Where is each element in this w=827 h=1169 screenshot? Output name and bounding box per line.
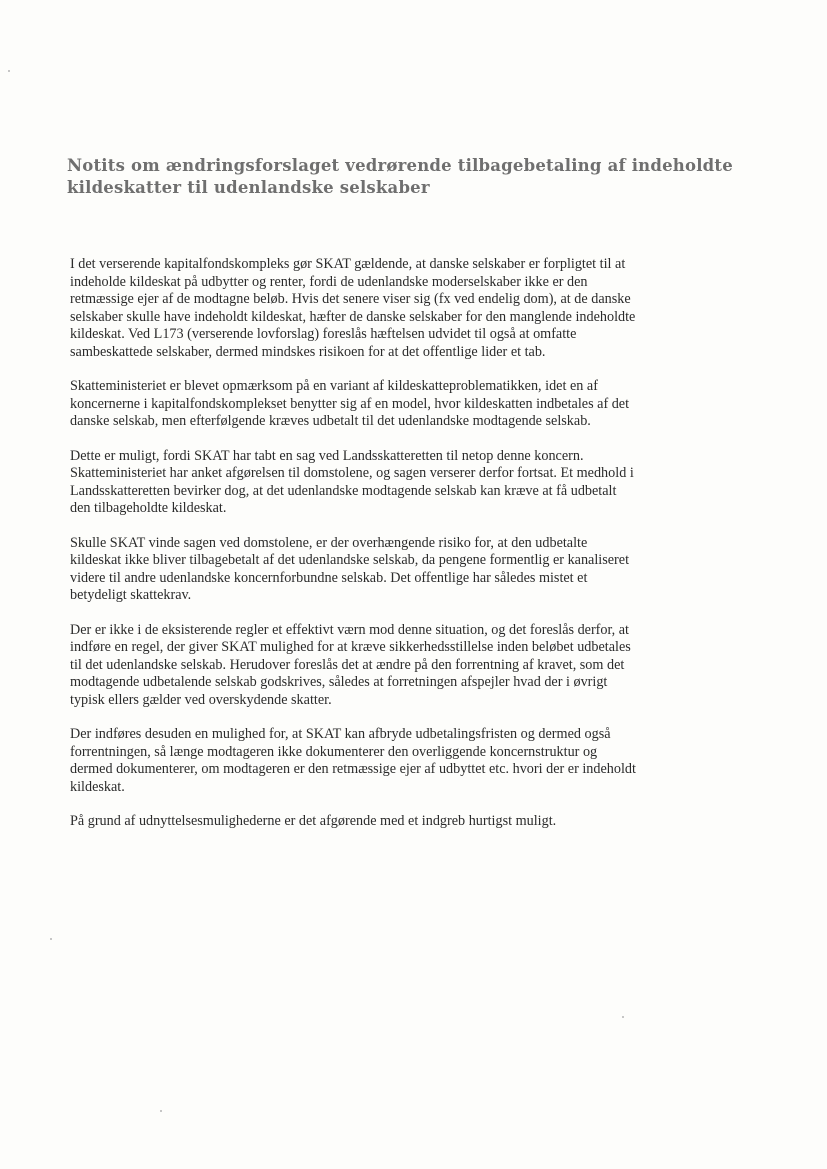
text-line: kildeskat. [70, 778, 125, 795]
text-line: indføre en regel, der giver SKAT mulighed for at kræve sikkerhedsstillelse inden beløbet udbetales [70, 639, 631, 655]
text-line: Dette er muligt, fordi SKAT har tabt en sag ved Landsskatteretten til netop denne koncern. [70, 447, 584, 464]
title-line: Notits om ændringsforslaget vedrørende tilbagebetaling af indeholdte [67, 156, 733, 175]
text-line: dermed dokumenterer, om modtageren er den retmæssige ejer af udbyttet etc. hvori der er indeholdt [70, 761, 636, 777]
scan-speck [160, 1110, 162, 1112]
text-line: Der indføres desuden en mulighed for, at SKAT kan afbryde udbetalingsfristen og dermed også [70, 726, 611, 742]
text-line: koncernerne i kapitalfondskomplekset benytter sig af en model, hvor kildeskatten indbetales af det [70, 395, 630, 412]
text-line: selskaber skulle have indeholdt kildeskat, hæfter de danske selskaber for den manglende indeholdte [70, 308, 636, 325]
text-line: Landsskatteretten bevirker dog, at det udenlandske modtagende selskab kan kræve at få udbetalt [70, 482, 617, 499]
text-line: typisk ellers gælder ved overskydende skatter. [70, 691, 332, 708]
paragraph-4 [70, 535, 770, 605]
text-line: Der er ikke i de eksisterende regler et effektivt værn mod denne situation, og det foreslås derfor, at [70, 621, 629, 638]
text-line: Skatteministeriet er blevet opmærksom på en variant af kildeskatteproblematikken, idet en af [70, 378, 598, 394]
text-line: forrentningen, så længe modtageren ikke dokumenterer den overliggende koncernstruktur og [70, 743, 598, 760]
text-line: videre til andre udenlandske koncernforbundne selskab. Det offentlige har således mistet et [70, 569, 588, 586]
text-line: Skulle SKAT vinde sagen ved domstolene, er der overhængende risiko for, at den udbetalte [70, 534, 588, 551]
text-line: til det udenlandske selskab. Herudover foreslås det at ændre på den forrentning af kravet, som det [70, 656, 625, 673]
text-line: I det verserende kapitalfondskompleks gør SKAT gældende, at danske selskaber er forpligtet til at [70, 256, 626, 272]
paragraph-6 [70, 726, 770, 796]
paragraph-2 [70, 378, 770, 431]
title-line: kildeskatter til udenlandske selskaber [67, 178, 430, 197]
text-line: betydeligt skattekrav. [70, 587, 192, 603]
document-title [67, 155, 767, 199]
text-line: Skatteministeriet har anket afgørelsen til domstolene, og sagen verserer derfor fortsat. Et medhold i [70, 465, 634, 481]
text-line: modtagende udbetalende selskab godskrives, således at forretningen afspejler hvad der i øvrigt [70, 674, 608, 690]
scan-speck [8, 70, 10, 72]
paragraph-5 [70, 622, 770, 710]
paragraph-1 [70, 256, 770, 361]
paragraph-3 [70, 448, 770, 518]
text-line: kildeskat ikke bliver tilbagebetalt af det udenlandske selskab, da pengene formentlig er kanaliseret [70, 552, 630, 568]
scan-speck [50, 938, 52, 940]
text-line: den tilbageholdte kildeskat. [70, 500, 227, 516]
text-line: På grund af udnyttelsesmulighederne er det afgørende med et indgreb hurtigst muligt. [70, 813, 557, 829]
text-line: danske selskab, men efterfølgende kræves udbetalt til det udenlandske modtagende selskab. [70, 413, 591, 429]
text-line: indeholde kildeskat på udbytter og renter, fordi de udenlandske moderselskaber ikke er den [70, 273, 588, 290]
document-body [70, 256, 770, 848]
text-line: retmæssige ejer af de modtagne beløb. Hvis det senere viser sig (fx ved endelig dom), at de danske [70, 291, 631, 307]
paragraph-7 [70, 813, 770, 831]
text-line: kildeskat. Ved L173 (verserende lovforslag) foreslås hæftelsen udvidet til også at omfatte [70, 326, 577, 342]
text-line: sambeskattede selskaber, dermed mindskes risikoen for at det offentlige lider et tab. [70, 343, 546, 360]
scan-speck [622, 1016, 624, 1018]
